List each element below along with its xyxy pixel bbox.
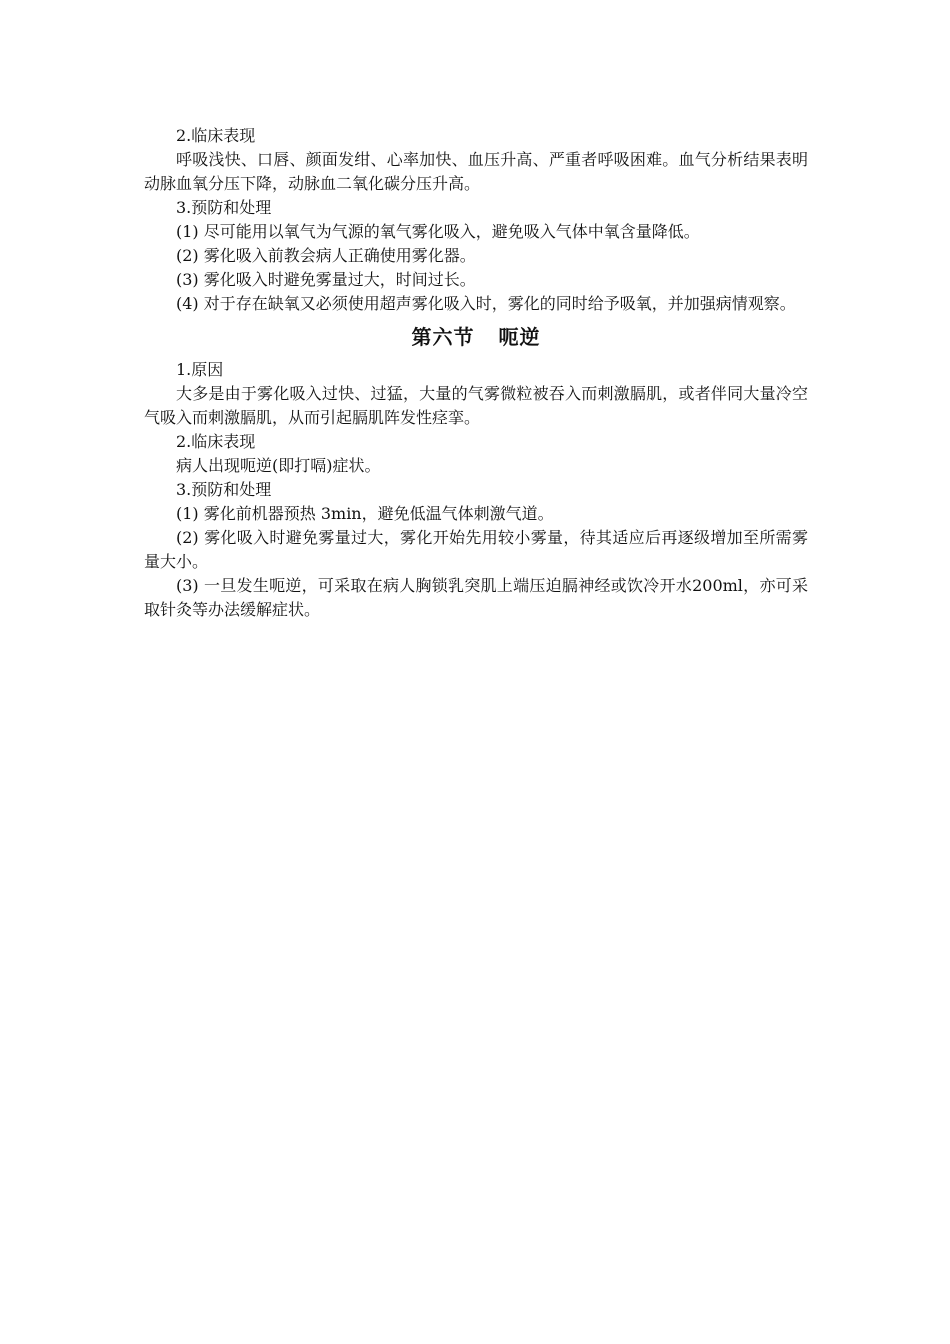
hiccup-prevention-item-1: (1) 雾化前机器预热 3min，避免低温气体刺激气道。 xyxy=(176,504,554,523)
clinical-paragraph: 呼吸浅快、口唇、颜面发绀、心率加快、血压升高、严重者呼吸困难。血气分析结果表明动脉血氧分压下降，动脉血二氧化碳分压升高。 xyxy=(144,150,808,193)
document-page xyxy=(144,124,808,622)
prevention-item-1: (1) 尽可能用以氧气为气源的氧气雾化吸入，避免吸入气体中氧含量降低。 xyxy=(176,222,700,241)
hiccup-prevention-item-3: (3) 一旦发生呃逆，可采取在病人胸锁乳突肌上端压迫膈神经或饮冷开水200ml，亦可采取针灸等办法缓解症状。 xyxy=(144,576,808,619)
hiccup-prevention-heading: 3.预防和处理 xyxy=(176,480,272,499)
section-name: 呃逆 xyxy=(498,325,541,349)
prevention-item-4: (4) 对于存在缺氧又必须使用超声雾化吸入时，雾化的同时给予吸氧，并加强病情观察。 xyxy=(176,294,796,313)
hiccup-clinical-paragraph: 病人出现呃逆(即打嗝)症状。 xyxy=(176,456,381,475)
hiccup-prevention-item-2: (2) 雾化吸入时避免雾量过大，雾化开始先用较小雾量，待其适应后再逐级增加至所需雾量大小。 xyxy=(144,528,808,571)
cause-paragraph: 大多是由于雾化吸入过快、过猛，大量的气雾微粒被吞入而刺激膈肌，或者伴同大量冷空气吸入而刺激膈肌，从而引起膈肌阵发性痉挛。 xyxy=(144,384,808,427)
cause-heading: 1.原因 xyxy=(176,360,224,379)
section-number: 第六节 xyxy=(411,325,475,349)
section-title xyxy=(144,320,808,354)
clinical-heading: 2.临床表现 xyxy=(176,126,256,145)
prevention-item-2: (2) 雾化吸入前教会病人正确使用雾化器。 xyxy=(176,246,476,265)
prevention-heading: 3.预防和处理 xyxy=(176,198,272,217)
hiccup-clinical-heading: 2.临床表现 xyxy=(176,432,256,451)
prevention-item-3: (3) 雾化吸入时避免雾量过大，时间过长。 xyxy=(176,270,476,289)
